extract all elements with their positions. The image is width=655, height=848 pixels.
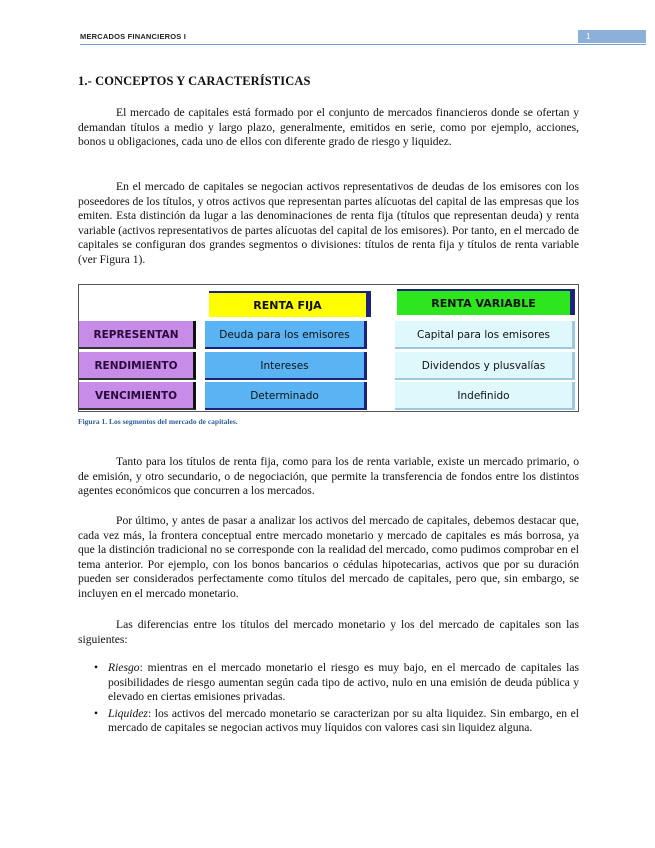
- cell-variable-rendimiento: Dividendos y plusvalías: [395, 352, 575, 380]
- paragraph-3: Tanto para los títulos de renta fija, como para los de renta variable, existe un mercado primario, o de emisión, y otro secundario, o de negociación, que permite la transferencia de fondos entre los distintos agentes económicos que concurren a los mercados.: [78, 455, 579, 497]
- paragraph-4: Por último, y antes de pasar a analizar los activos del mercado de capitales, debemos destacar que, cada vez más, la frontera conceptual entre mercado monetario y mercado de capitales es más borrosa, ya que la distinción tradicional no se corresponde con la realidad del mercado, como pudimos comprobar en el tema anterior. Por ejemplo, con los bonos bancarios o cédulas hipotecarias, activos que por su duración pueden ser considerados perfectamente como títulos del mercado de capitales, pero que, sin embargo, se incluyen en el mercado monetario.: [78, 514, 579, 600]
- figure-segments-table: [78, 284, 579, 412]
- row-label-representan: REPRESENTAN: [79, 321, 196, 349]
- row-label-rendimiento: RENDIMIENTO: [79, 352, 196, 380]
- cell-fija-vencimiento: Determinado: [205, 382, 367, 410]
- list-item-liquidez: [78, 707, 579, 736]
- figure-caption: Figura 1. Los segmentos del mercado de capitales.: [78, 417, 238, 426]
- paragraph-1: El mercado de capitales está formado por el conjunto de mercados financieros donde se ofertan y demandan títulos a medio y largo plazo, generalmente, emitidos en serie, como por ejemplo, acciones, bonos u obligaciones, cada uno de ellos con diferente grado de riesgo y liquidez.: [78, 106, 579, 148]
- cell-fija-rendimiento: Intereses: [205, 352, 367, 380]
- list-item-riesgo: [78, 661, 579, 705]
- page-header: [80, 30, 646, 45]
- paragraph-2: En el mercado de capitales se negocian activos representativos de deudas de los emisores con los poseedores de los títulos, y otros activos que representan partes alícuotas del capital de las empresas que los emiten. Esta distinción da lugar a las denominaciones de renta fija (títulos que representan deuda) y renta variable (activos representativos de partes alícuotas del capital de los emisores). Por tanto, en el mercado de capitales se configuran dos grandes segmentos o divisiones: títulos de renta fija y títulos de renta variable (ver Figura 1).: [78, 180, 579, 266]
- term-liquidez: Liquidez: [108, 706, 148, 720]
- term-riesgo: Riesgo: [108, 661, 140, 674]
- page-number: 1: [578, 30, 646, 43]
- row-label-vencimiento: VENCIMIENTO: [79, 382, 196, 410]
- bullet-marker: •: [94, 706, 99, 720]
- bullet-marker: •: [94, 661, 99, 674]
- header-title: MERCADOS FINANCIEROS I: [80, 32, 187, 41]
- text-riesgo: : mientras en el mercado monetario el riesgo es muy bajo, en el mercado de capitales las posibilidades de riesgo aumentan según cada tipo de activo, nulo en una emisión de deuda pública y elevado en ciertas emisiones privadas.: [108, 661, 579, 703]
- column-header-renta-fija: RENTA FIJA: [209, 291, 371, 317]
- text-liquidez: : los activos del mercado monetario se caracterizan por su alta liquidez. Sin embargo, en el mercado de capitales se negocian activos muy líquidos con valores casi sin liquidez alguna.: [108, 706, 579, 734]
- paragraph-5: Las diferencias entre los títulos del mercado monetario y los del mercado de capitales son las siguientes:: [78, 618, 579, 646]
- section-heading: 1.- CONCEPTOS Y CARACTERÍSTICAS: [78, 74, 311, 88]
- column-header-renta-variable: RENTA VARIABLE: [397, 289, 575, 315]
- cell-variable-vencimiento: Indefinido: [395, 382, 575, 410]
- cell-variable-representan: Capital para los emisores: [395, 321, 575, 349]
- differences-list: [78, 661, 579, 738]
- cell-fija-representan: Deuda para los emisores: [205, 321, 367, 349]
